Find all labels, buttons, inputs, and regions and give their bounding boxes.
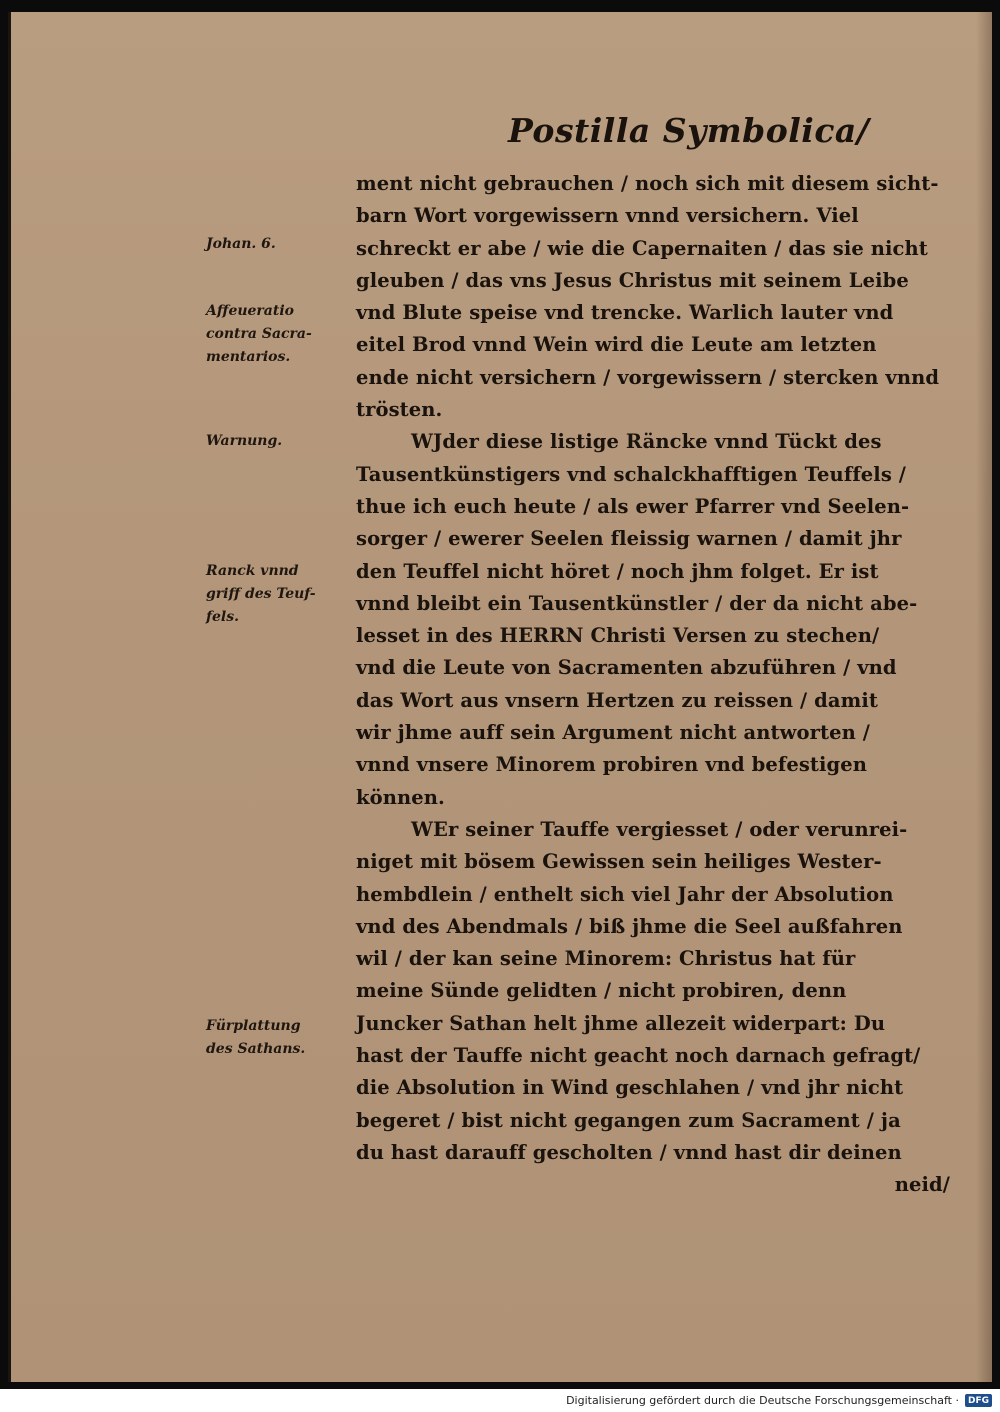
text-line: lesset in des HERRN Christi Versen zu stechen/ [356,624,880,648]
text-line: trösten. [356,398,443,422]
text-line: gleuben / das vns Jesus Christus mit seinem Leibe [356,268,909,292]
margin-note-affeueratio [206,300,356,369]
margin-note-fuerplattung [206,1015,356,1061]
text-line: vnd des Abendmals / biß jhme die Seel außfahren [356,914,903,938]
running-head: Postilla Symbolica/ [508,111,870,150]
margin-note-line: Affeueratio [206,303,295,319]
margin-note-line: Ranck vnnd [206,563,299,579]
main-text-block [356,168,956,1202]
text-line: können. [356,785,445,809]
text-line: sorger / ewerer Seelen fleissig warnen / damit jhr [356,527,902,551]
text-line: vnd die Leute von Sacramenten abzuführen / vnd [356,656,897,680]
margin-note-line: fels. [206,609,240,625]
text-line: thue ich euch heute / als ewer Pfarrer vnd Seelen- [356,494,910,518]
margin-note-line: griff des Teuf- [206,586,316,602]
text-line: WEr seiner Tauffe vergiesset / oder verunrei- [411,817,908,841]
margin-note-line: Fürplattung [206,1018,301,1034]
text-line: den Teuffel nicht höret / noch jhm folget. Er ist [356,559,879,583]
text-line: eitel Brod vnnd Wein wird die Leute am letzten [356,333,877,357]
margin-note-johan [206,233,356,256]
footer-credit: Digitalisierung gefördert durch die Deutsche Forschungsgemeinschaft · [566,1394,959,1407]
text-line: das Wort aus vnsern Hertzen zu reissen / damit [356,688,878,712]
text-line: barn Wort vorgewissern vnnd versichern. Viel [356,204,859,228]
text-line: vnnd bleibt ein Tausentkünstler / der da nicht abe- [356,591,918,615]
page-edge-shadow [976,12,992,1382]
text-line: hembdlein / enthelt sich viel Jahr der Absolution [356,882,894,906]
text-line: Tausentkünstigers vnd schalckhafftigen Teuffels / [356,462,907,486]
text-line: die Absolution in Wind geschlahen / vnd jhr nicht [356,1076,904,1100]
text-line: meine Sünde gelidten / nicht probiren, denn [356,979,847,1003]
text-line: niget mit bösem Gewissen sein heiliges Wester- [356,850,882,874]
margin-note-warnung [206,430,356,453]
margin-note-line: des Sathans. [206,1041,306,1057]
text-line: begeret / bist nicht gegangen zum Sacrament / ja [356,1108,901,1132]
text-line: ment nicht gebrauchen / noch sich mit diesem sicht- [356,172,939,195]
text-line: vnd Blute speise vnd trencke. Warlich lauter vnd [356,301,894,325]
text-line: du hast darauff gescholten / vnnd hast dir deinen [356,1140,902,1164]
book-page [8,12,992,1382]
margin-note-line: mentarios. [206,349,291,365]
margin-note-line: contra Sacra- [206,326,312,342]
text-line: schreckt er abe / wie die Capernaiten / das sie nicht [356,236,928,260]
text-line: WJder diese listige Räncke vnnd Tückt des [411,430,882,454]
text-line: ende nicht versichern / vorgewissern / stercken vnnd [356,365,940,389]
text-line: wil / der kan seine Minorem: Christus hat für [356,947,856,971]
digitization-footer [0,1389,1000,1412]
margin-note-line: Warnung. [206,433,283,449]
text-line: Juncker Sathan helt jhme allezeit widerpart: Du [356,1011,886,1035]
text-line: hast der Tauffe nicht geacht noch darnach gefragt/ [356,1044,921,1068]
margin-note-ranck [206,560,356,629]
text-line: vnnd vnsere Minorem probiren vnd befestigen [356,753,868,777]
text-line: wir jhme auff sein Argument nicht antworten / [356,721,871,745]
margin-note-line: Johan. 6. [206,236,276,252]
dfg-logo-icon: DFG [965,1394,992,1407]
catchword: neid/ [894,1173,950,1197]
